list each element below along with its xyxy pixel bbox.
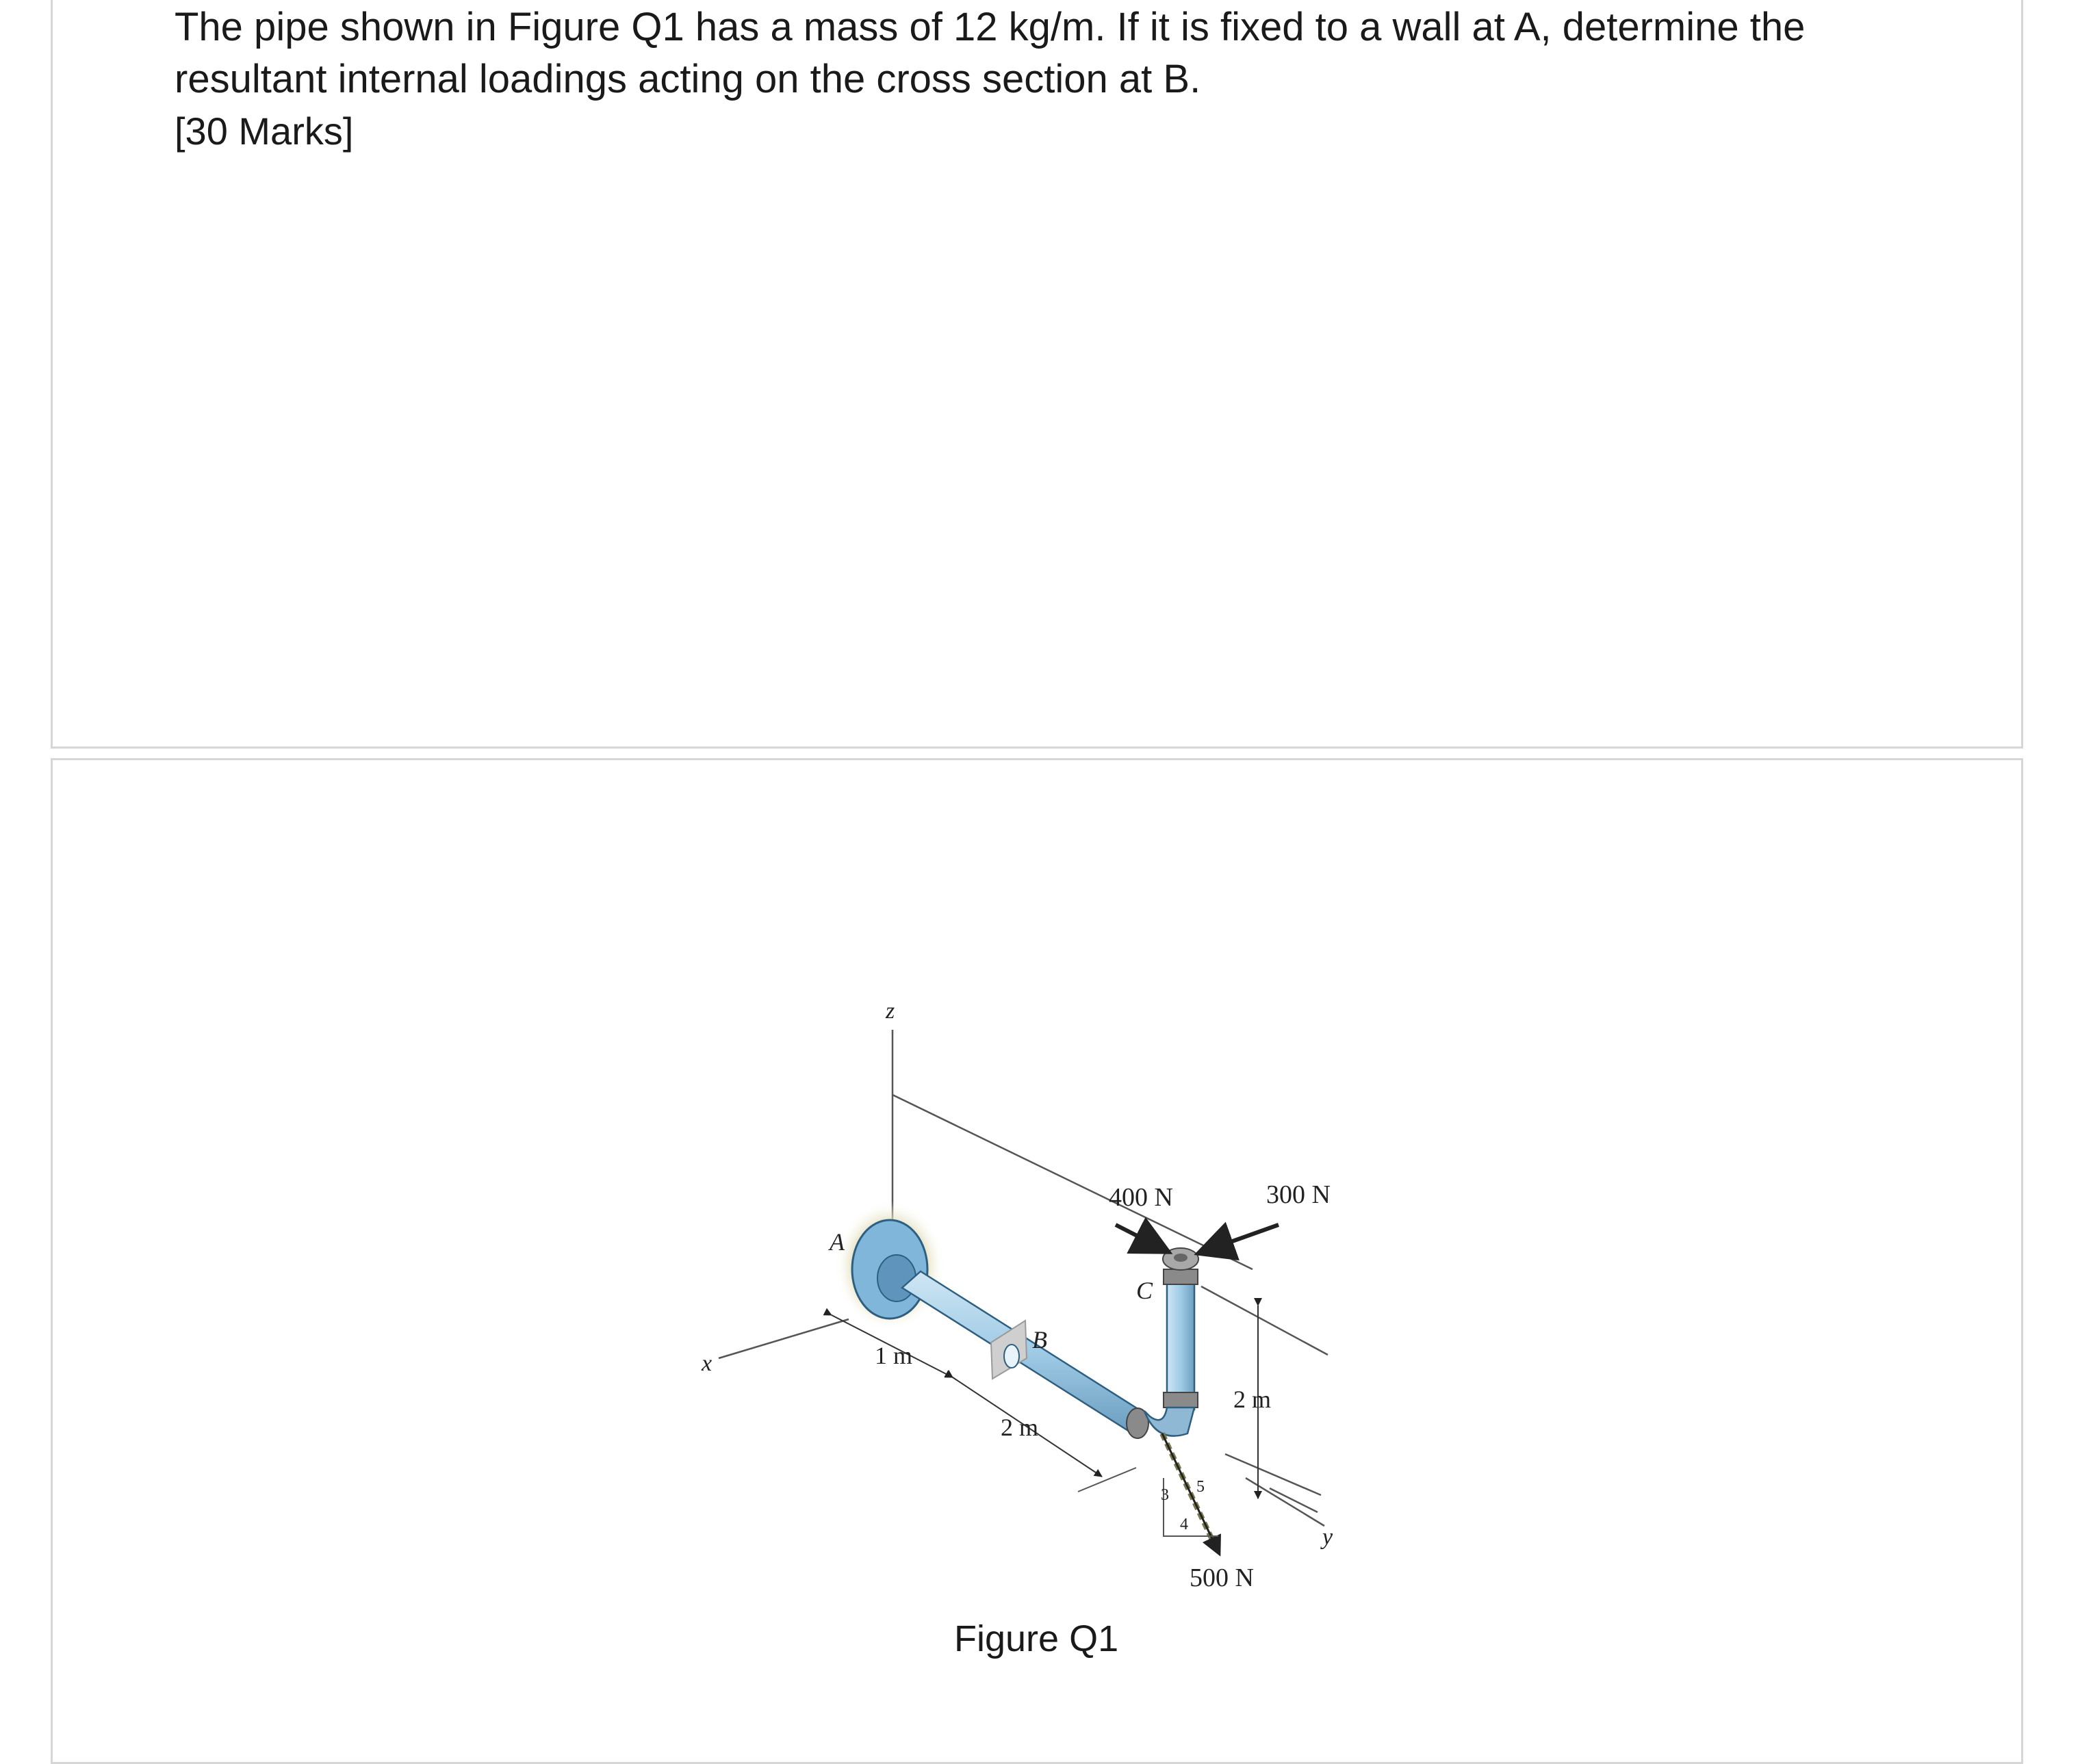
question-line-1: The pipe shown in Figure Q1 has a mass of 12 kg/m. If it is fixed to a wall at A, determine the bbox=[175, 5, 1806, 49]
slope-4-label: 4 bbox=[1180, 1516, 1188, 1533]
pipe-c-body bbox=[1167, 1273, 1194, 1410]
point-a-label: A bbox=[830, 1228, 845, 1256]
wall-support-a bbox=[835, 1201, 945, 1331]
cap-center bbox=[1174, 1254, 1187, 1262]
top-flange bbox=[1164, 1269, 1198, 1284]
z-axis-label: z bbox=[886, 998, 895, 1024]
force-400-label: 400 N bbox=[1109, 1183, 1173, 1212]
c-top-guide bbox=[1201, 1286, 1328, 1355]
marks-label: [30 Marks] bbox=[175, 109, 354, 153]
force-300-arrow bbox=[1198, 1225, 1279, 1254]
force-500-label: 500 N bbox=[1190, 1564, 1254, 1592]
slope-5-label: 5 bbox=[1196, 1478, 1205, 1496]
question-line-2: resultant internal loadings acting on the cross section at B. bbox=[175, 57, 1201, 101]
dim-vert-label: 2 m bbox=[1233, 1386, 1272, 1413]
elbow bbox=[1144, 1408, 1194, 1436]
section-b-cut bbox=[1004, 1345, 1019, 1368]
y-axis-line-a bbox=[1225, 1454, 1321, 1495]
point-b-label: B bbox=[1032, 1326, 1047, 1353]
dim-1m-label: 1 m bbox=[875, 1342, 913, 1369]
force-400-arrow bbox=[1116, 1225, 1169, 1252]
lower-flange bbox=[1164, 1392, 1198, 1408]
y-axis-line-b bbox=[1270, 1488, 1318, 1512]
wall-top-edge bbox=[893, 1095, 1253, 1269]
dim-2m-label: 2 m bbox=[1001, 1414, 1039, 1441]
slope-triangle bbox=[1164, 1478, 1218, 1536]
flange-hub bbox=[877, 1255, 916, 1301]
cable-500 bbox=[1162, 1434, 1220, 1555]
figure-caption: Figure Q1 bbox=[954, 1618, 1119, 1659]
point-c-label: C bbox=[1136, 1277, 1153, 1304]
x-axis-line bbox=[719, 1319, 849, 1358]
y-axis-label: y bbox=[1322, 1525, 1333, 1550]
x-axis-label: x bbox=[702, 1351, 712, 1376]
dim-2m-ext bbox=[1078, 1468, 1136, 1492]
axes bbox=[719, 1030, 1328, 1526]
slope-3-label: 3 bbox=[1161, 1486, 1169, 1504]
force-300-label: 300 N bbox=[1266, 1180, 1331, 1209]
